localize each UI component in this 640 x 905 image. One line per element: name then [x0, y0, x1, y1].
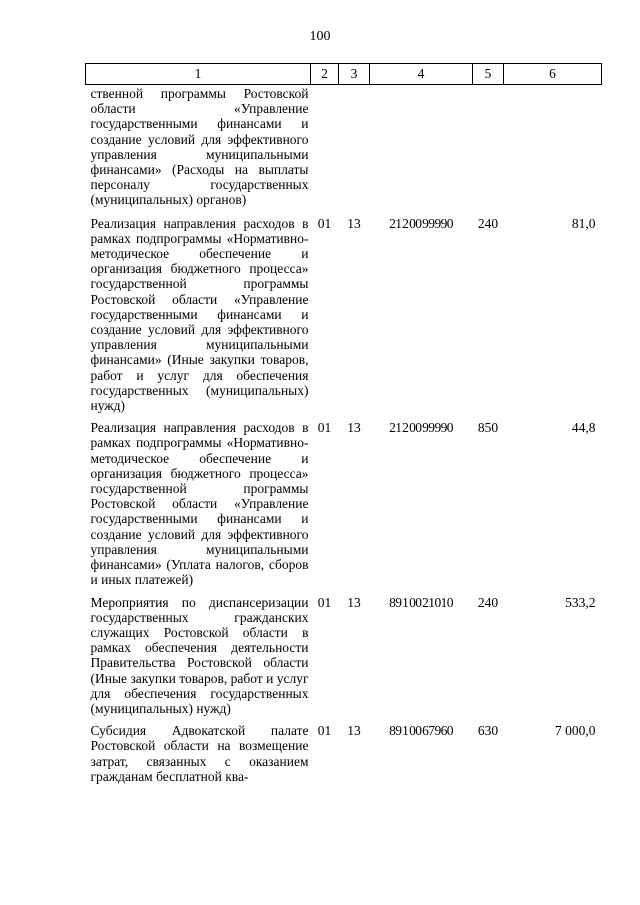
row-name: ственной программы Ростовской области «Управление государственными финансами и создание условий для эффективного управления муниципальными финансами» (Расходы на выплаты персоналу государственных (муниципальных) органов)	[90, 86, 309, 208]
row-pr: 13	[347, 215, 361, 231]
row-vr: 240	[477, 215, 499, 231]
row-csr: 89 1 00 21010	[389, 594, 453, 610]
row-name: Субсидия Адвокатской палате Ростовской области на возмещение затрат, связанных с оказанием гражданам бесплатной ква-	[90, 723, 309, 784]
col-header-5: 5	[473, 64, 504, 85]
row-name: Реализация направления расходов в рамках подпрограммы «Нормативно-методическое обеспечение и организация бюджетного процесса» государственной программы Ростовской области «Управление государственными финансами и создание условий для эффективного управления муниципальными финансами» (Иные закупки товаров, работ и услуг для обеспечения государственных (муниципальных) нужд)	[90, 215, 309, 414]
col-header-4: 4	[370, 64, 473, 85]
row-vr: 850	[477, 420, 499, 436]
table-row	[86, 419, 602, 593]
row-pr	[339, 85, 370, 215]
row-vr: 240	[477, 594, 499, 610]
row-rz: 01	[317, 723, 332, 739]
row-sum	[504, 85, 602, 215]
row-name: Реализация направления расходов в рамках подпрограммы «Нормативно-методическое обеспечение и организация бюджетного процесса» государственной программы Ростовской области «Управление государственными финансами и создание условий для эффективного управления муниципальными финансами» (Уплата налогов, сборов и иных платежей)	[90, 420, 309, 588]
row-name: Мероприятия по диспансеризации государственных гражданских служащих Ростовской области в рамках обеспечения деятельности Правительства Ростовской области (Иные закупки товаров, работ и услуг для обеспечения государственных (муниципальных) нужд)	[90, 594, 309, 716]
table-row	[86, 215, 602, 420]
row-rz	[311, 85, 339, 215]
row-sum: 81,0	[571, 215, 596, 231]
col-header-1: 1	[86, 64, 311, 85]
row-sum: 7 000,0	[555, 723, 596, 739]
col-header-6: 6	[504, 64, 602, 85]
row-pr: 13	[347, 594, 361, 610]
row-rz: 01	[317, 215, 332, 231]
table-row	[86, 722, 602, 790]
col-header-3: 3	[339, 64, 370, 85]
table-row	[86, 594, 602, 723]
row-pr: 13	[347, 420, 361, 436]
col-header-2: 2	[311, 64, 339, 85]
row-csr	[370, 85, 473, 215]
row-pr: 13	[347, 723, 361, 739]
row-csr: 89 1 00 67960	[389, 723, 453, 739]
row-rz: 01	[317, 594, 332, 610]
row-rz: 01	[317, 420, 332, 436]
row-vr	[473, 85, 504, 215]
row-vr: 630	[477, 723, 499, 739]
row-csr: 21 2 00 99990	[389, 215, 453, 231]
table-header-row	[86, 64, 602, 85]
budget-table	[85, 63, 602, 790]
row-sum: 44,8	[571, 420, 596, 436]
row-sum: 533,2	[565, 594, 596, 610]
table-row	[86, 85, 602, 215]
page-number: 100	[309, 29, 331, 44]
row-csr: 21 2 00 99990	[389, 420, 453, 436]
